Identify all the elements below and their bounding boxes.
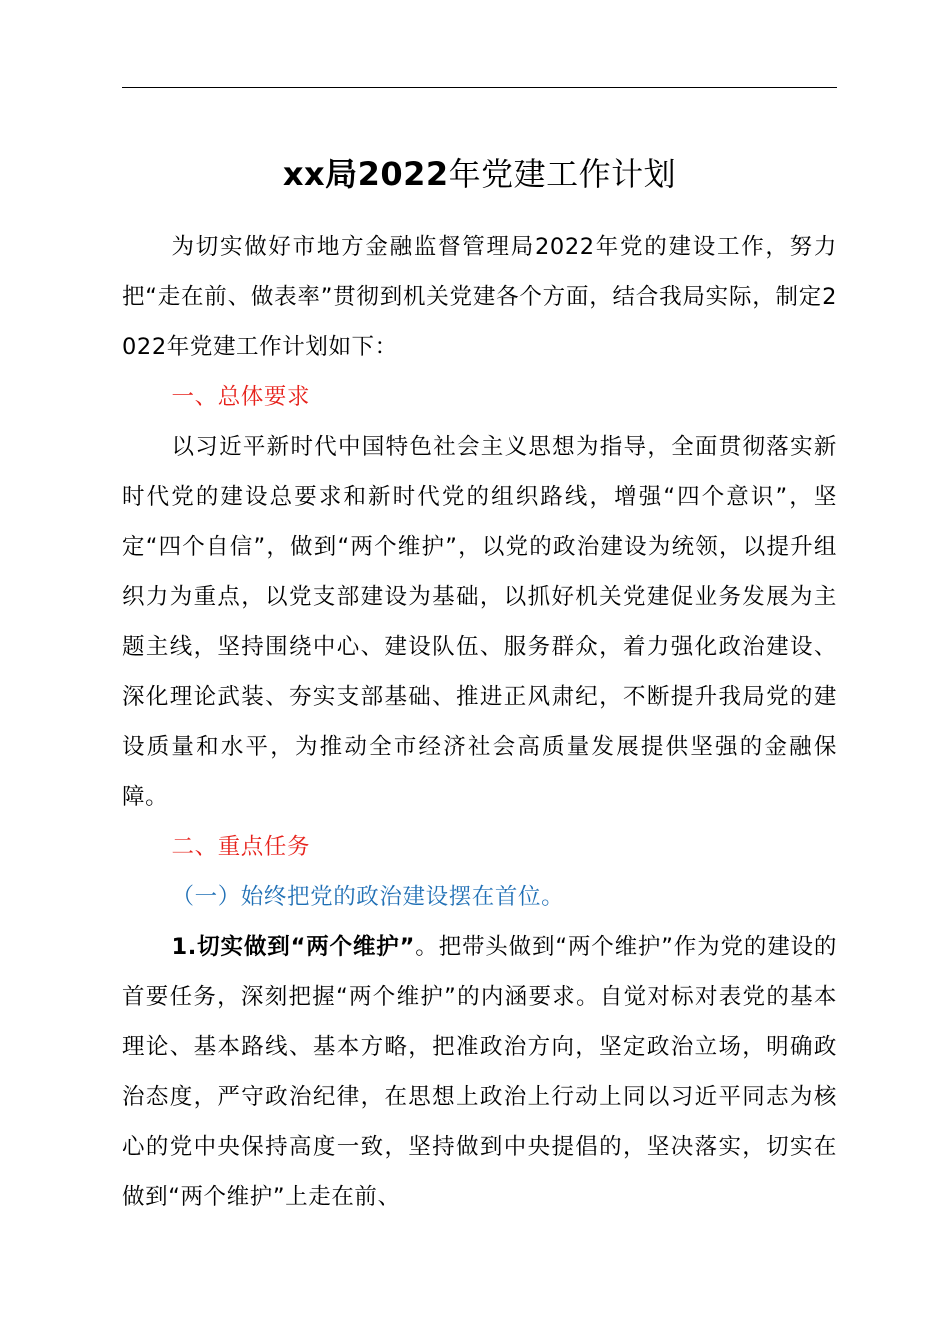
title-year: 2022 <box>357 155 449 193</box>
overall-requirements-paragraph: 以习近平新时代中国特色社会主义思想为指导，全面贯彻落实新时代党的建设总要求和新时代党的组织路线，增强“四个意识”，坚定“四个自信”，做到“两个维护”，以党的政治建设为统领，以提升组织力为重点，以党支部建设为基础，以抓好机关党建促业务发展为主题主线，坚持围绕中心、建设队伍、服务群众，着力强化政治建设、深化理论武装、夯实支部基础、推进正风肃纪，不断提升我局党的建设质量和水平，为推动全市经济社会高质量发展提供坚强的金融保障。 <box>122 434 837 810</box>
title-suffix: 年党建工作计划 <box>448 155 677 193</box>
section-heading-key-tasks: 二、重点任务 <box>171 834 311 860</box>
title-prefix: xx局 <box>282 155 358 193</box>
document-title <box>122 150 837 198</box>
item-1-title: 切实做到“两个维护” <box>196 934 415 960</box>
document-body <box>122 222 837 1222</box>
section-heading-overall-requirements: 一、总体要求 <box>171 384 311 410</box>
intro-paragraph: 为切实做好市地方金融监督管理局2022年党的建设工作，努力把“走在前、做表率”贯彻到机关党建各个方面，结合我局实际，制定2022年党建工作计划如下： <box>122 234 837 360</box>
item-1-paragraph <box>122 922 837 1222</box>
subsection-heading-political-building: （一）始终把党的政治建设摆在首位。 <box>171 884 565 910</box>
item-1-body: 。把带头做到“两个维护”作为党的建设的首要任务，深刻把握“两个维护”的内涵要求。自觉对标对表党的基本理论、基本路线、基本方略，把准政治方向，坚定政治立场，明确政治态度，严守政治纪律，在思想上政治上行动上同以习近平同志为核心的党中央保持高度一致，坚持做到中央提倡的，坚决落实，切实在做到“两个维护”上走在前、 <box>122 934 837 1210</box>
item-1-number: 1. <box>171 934 197 960</box>
header-rule <box>122 87 837 88</box>
